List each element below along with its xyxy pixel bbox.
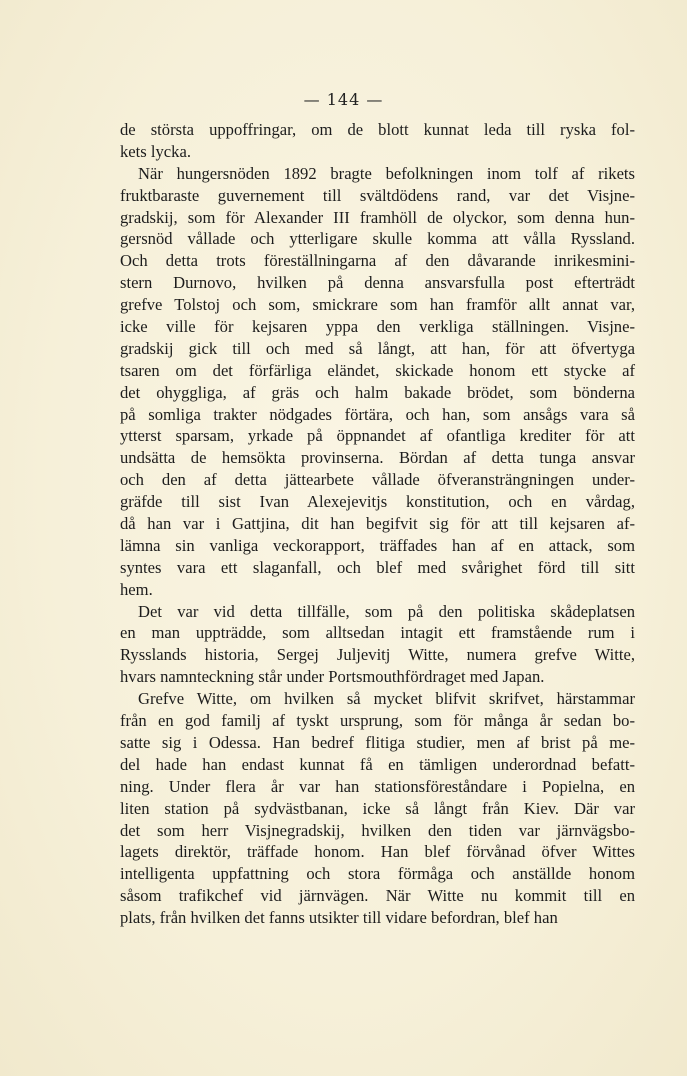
- text-line: gradskij, som för Alexander III framhöll de olyckor, som denna hun-: [120, 207, 635, 227]
- text-line: intelligenta uppfattning och stora förmåga och anställde honom: [120, 864, 635, 884]
- text-line: satte sig i Odessa. Han bedref flitiga studier, men af brist på me-: [120, 732, 635, 752]
- text-line: på somliga trakter nödgades förtära, och han, som ansågs vara så: [120, 404, 635, 424]
- text-line: Och detta trots föreställningarna af den dåvarande inrikesmini-: [120, 251, 635, 271]
- text-line: Grefve Witte, om hvilken så mycket blifvit skrifvet, härstammar: [138, 689, 635, 709]
- text-line: gradskij gick till och med så långt, att han, för att öfvertyga: [120, 338, 635, 358]
- text-line: då han var i Gattjina, dit han begifvit sig för att till kejsaren af-: [120, 514, 635, 534]
- text-line: det ohyggliga, af gräs och halm bakade brödet, som bönderna: [120, 382, 635, 402]
- text-line: gräfde till sist Ivan Alexejevitjs konstitution, och en vårdag,: [120, 492, 635, 512]
- text-line: När hungersnöden 1892 bragte befolkningen inom tolf af rikets: [138, 163, 635, 183]
- text-line: hvars namnteckning står under Portsmouthfördraget med Japan.: [120, 667, 545, 687]
- text-line: gersnöd vållade och ytterligare skulle komma att vålla Ryssland.: [120, 229, 635, 249]
- text-line: plats, från hvilken det fanns utsikter till vidare befordran, blef han: [120, 908, 558, 928]
- text-line: ning. Under flera år var han stationsföreståndare i Popielna, en: [120, 776, 635, 796]
- text-line: lagets direktör, träffade honom. Han blef förvånad öfver Wittes: [120, 842, 635, 862]
- text-line: en man uppträdde, som alltsedan intagit ett framstående rum i: [120, 623, 635, 643]
- text-line: fruktbaraste guvernement till svältdödens rand, var det Visjne-: [120, 185, 635, 205]
- text-line: Rysslands historia, Sergej Juljevitj Witte, numera grefve Witte,: [120, 645, 635, 665]
- paragraph: [120, 688, 635, 929]
- text-line: icke ville för kejsaren yppa den verkliga ställningen. Visjne-: [120, 317, 635, 337]
- text-line: såsom trafikchef vid järnvägen. När Witte nu kommit till en: [120, 886, 635, 906]
- text-line: undsätta de hemsökta provinserna. Bördan af detta tunga ansvar: [120, 448, 635, 468]
- text-line: grefve Tolstoj och som, smickrare som han framför allt annat var,: [120, 295, 635, 315]
- page-number: — 144 —: [303, 90, 384, 109]
- text-line: kets lycka.: [120, 141, 191, 161]
- text-line: Det var vid detta tillfälle, som på den politiska skådeplatsen: [138, 601, 635, 621]
- text-line: liten station på sydvästbanan, icke så långt från Kiev. Där var: [120, 798, 635, 818]
- text-line: och den af detta jättearbete vållade öfveransträngningen under-: [120, 470, 635, 490]
- text-line: tsaren om det förfärliga eländet, skickade honom ett stycke af: [120, 360, 635, 380]
- text-line: ytterst sparsam, yrkade på öppnandet af ofantliga krediter för att: [120, 426, 635, 446]
- body-text: [120, 119, 635, 929]
- text-line: del hade han endast kunnat få en tämligen underordnad befatt-: [120, 754, 635, 774]
- text-line: syntes vara ett slaganfall, och blef med svårighet förd till sitt: [120, 557, 635, 577]
- paragraph: [120, 601, 635, 689]
- text-line: lämna sin vanliga veckorapport, träffades han af en attack, som: [120, 535, 635, 555]
- text-line: de största uppoffringar, om de blott kunnat leda till ryska fol-: [120, 120, 635, 139]
- text-line: från en god familj af tyskt ursprung, som för många år sedan bo-: [120, 711, 635, 731]
- text-line: det som herr Visjnegradskij, hvilken den tiden var järnvägsbo-: [120, 820, 635, 840]
- paragraph: [120, 119, 635, 163]
- text-line: hem.: [120, 579, 153, 599]
- text-line: stern Durnovo, hvilken på denna ansvarsfulla post efterträdt: [120, 273, 635, 293]
- paragraph: [120, 163, 635, 601]
